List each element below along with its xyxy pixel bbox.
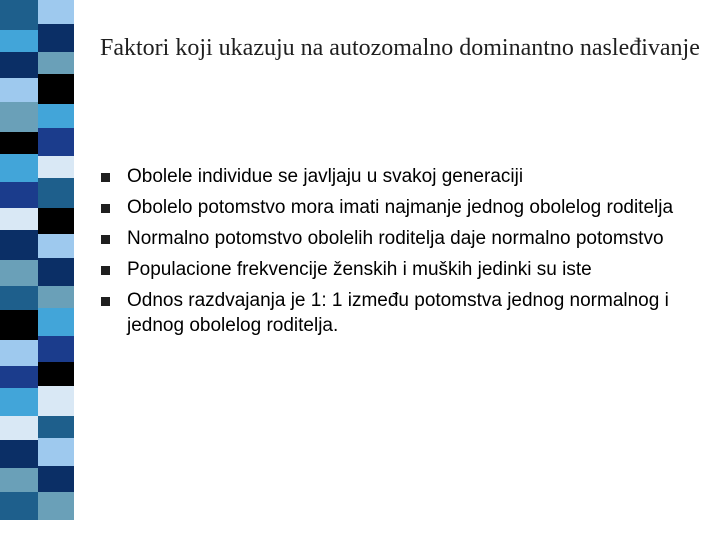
- square-bullet-icon: [101, 204, 110, 213]
- stripe-column-left: [0, 0, 38, 540]
- bullet-text: Odnos razdvajanja je 1: 1 između potomstva jednog normalnog i jednog obolelog roditelja.: [127, 290, 669, 336]
- stripe-column-right: [38, 0, 74, 540]
- square-bullet-icon: [101, 297, 110, 306]
- decorative-stripe-bar: [0, 0, 74, 540]
- slide-title: Faktori koji ukazuju na autozomalno dominantno nasleđivanje: [100, 35, 700, 61]
- square-bullet-icon: [101, 235, 110, 244]
- bullet-item: [100, 288, 710, 338]
- bullet-text: Normalno potomstvo obolelih roditelja daje normalno potomstvo: [127, 228, 664, 249]
- bullet-text: Obolele individue se javljaju u svakoj generaciji: [127, 166, 524, 187]
- bullet-text: Populacione frekvencije ženskih i muških jedinki su iste: [127, 259, 592, 280]
- bullet-text: Obolelo potomstvo mora imati najmanje jednog obolelog roditelja: [127, 197, 674, 218]
- square-bullet-icon: [101, 173, 110, 182]
- bullet-item: [100, 164, 710, 189]
- bullet-item: [100, 195, 710, 220]
- bullet-item: [100, 226, 710, 251]
- square-bullet-icon: [101, 266, 110, 275]
- bullet-list: [100, 164, 710, 344]
- bullet-item: [100, 257, 710, 282]
